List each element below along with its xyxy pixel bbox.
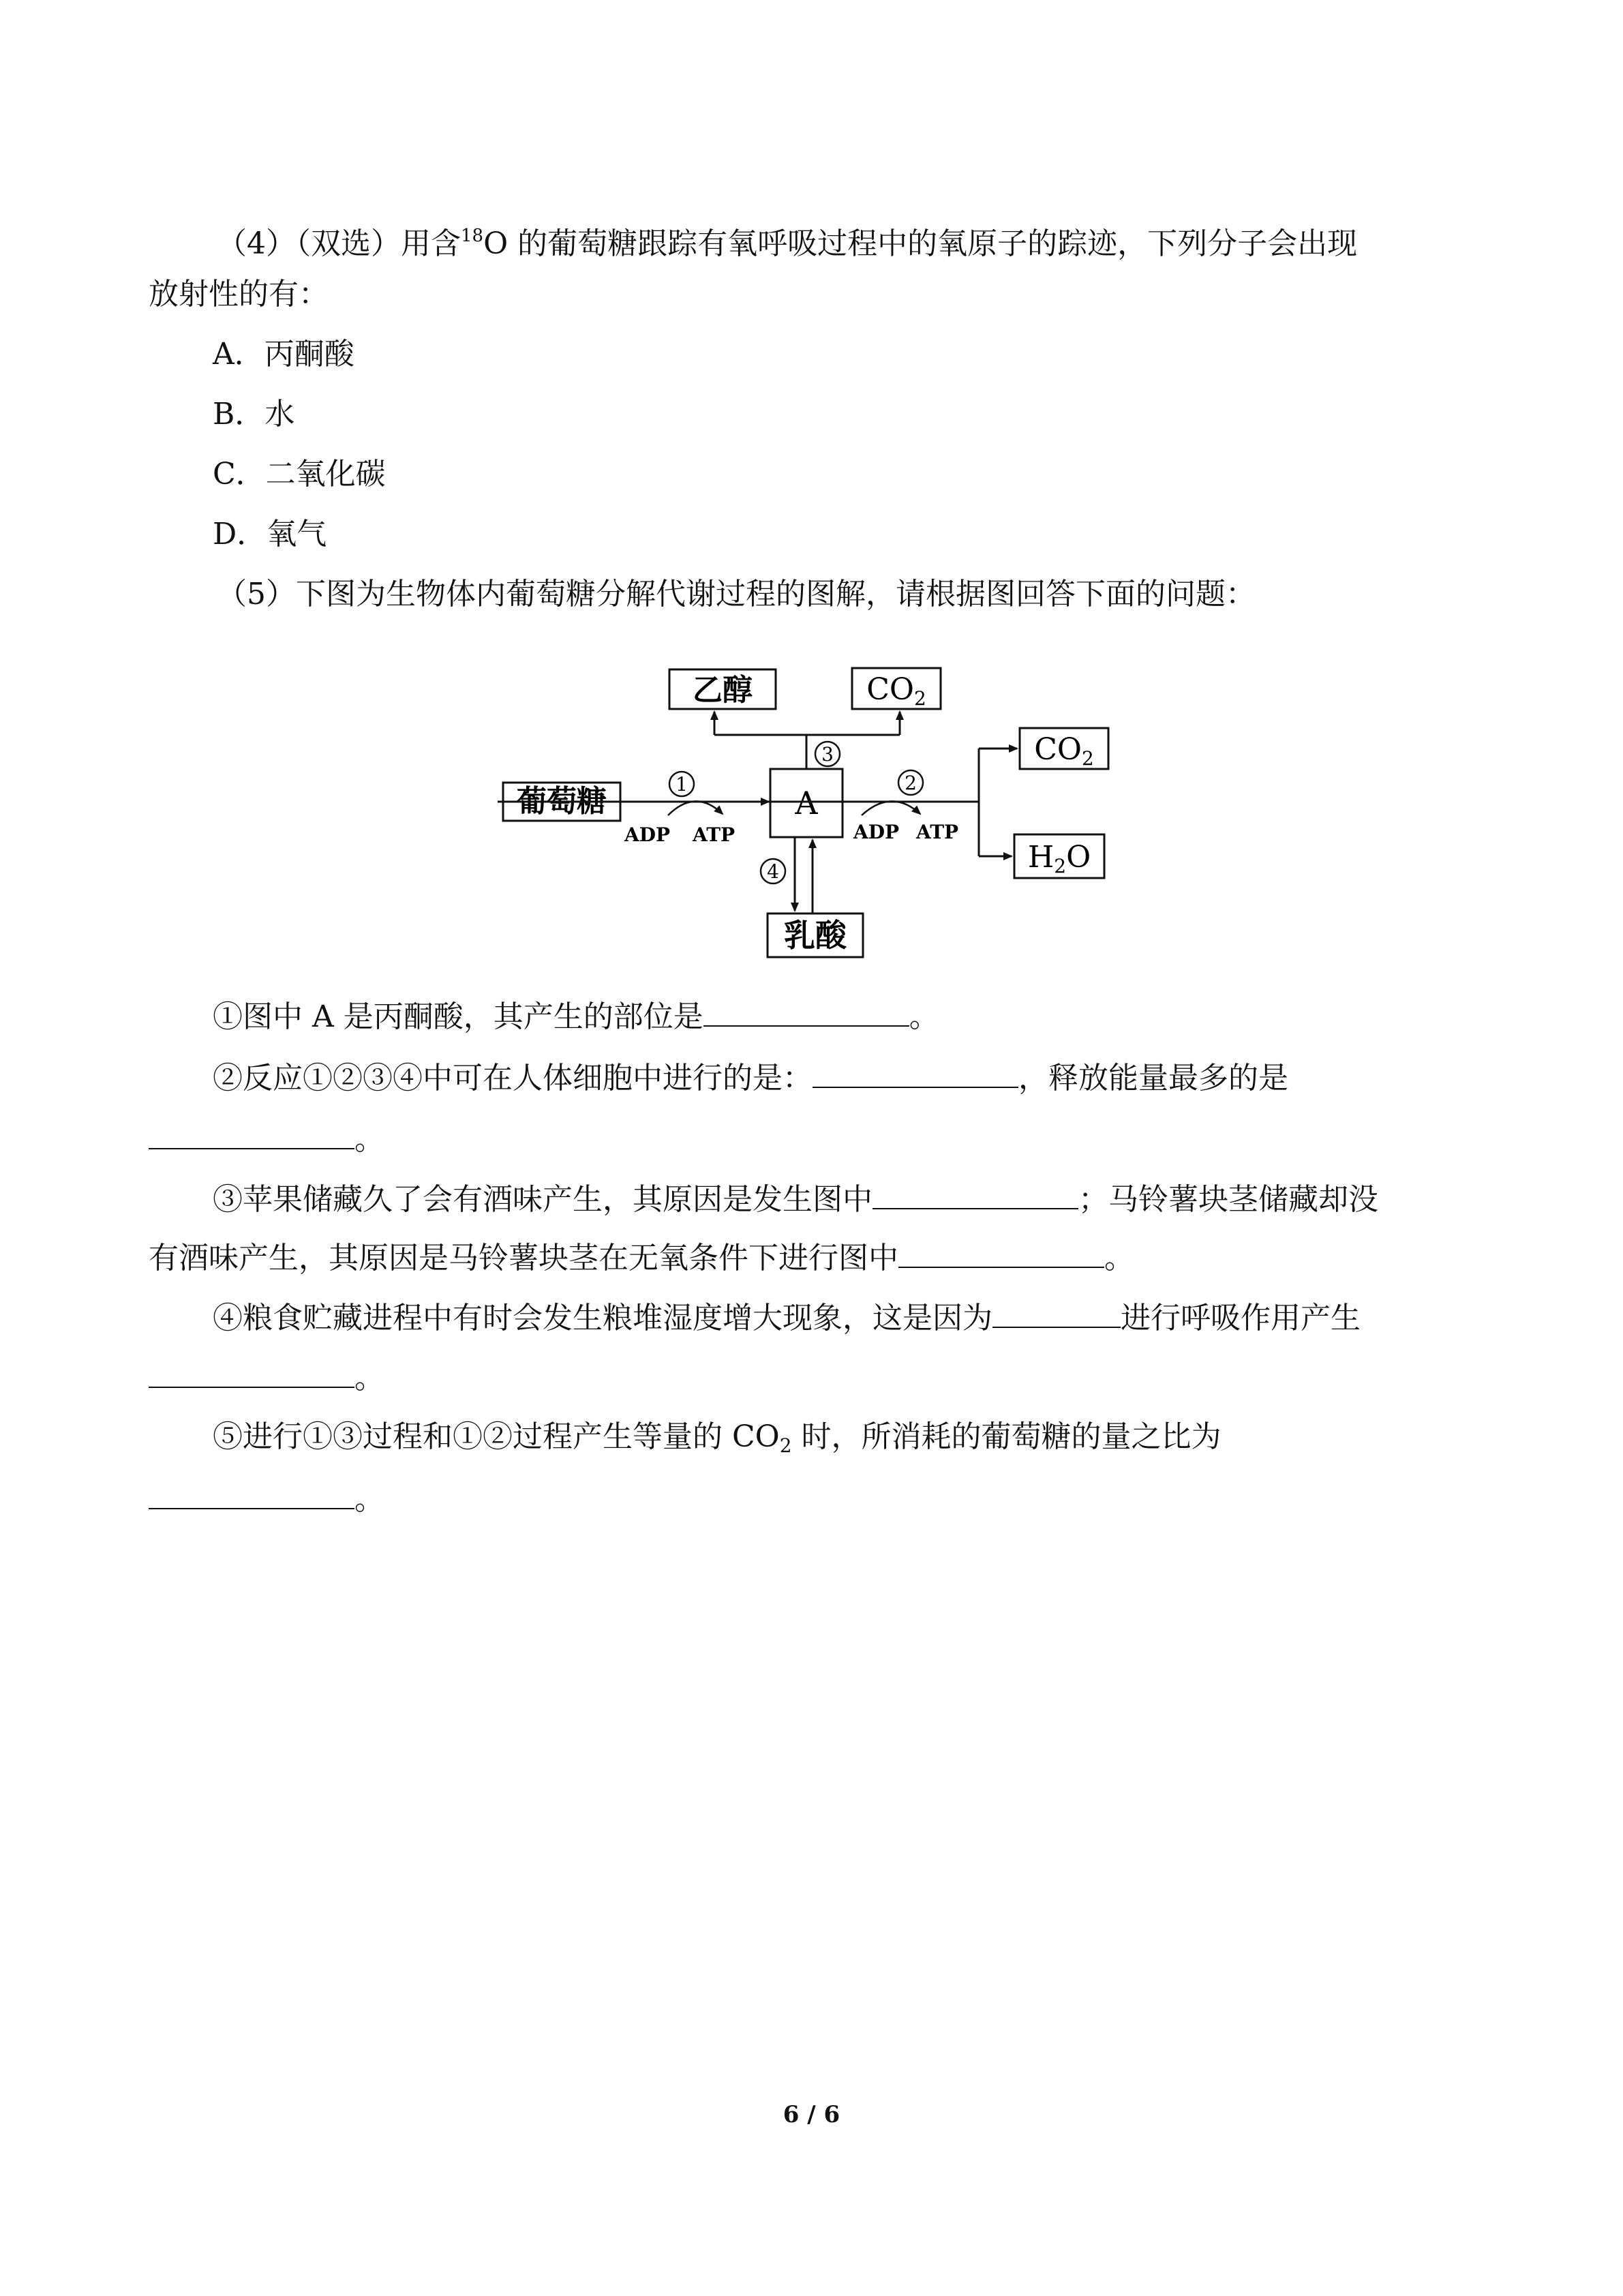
adp-label-2: ADP bbox=[853, 821, 900, 843]
q5-sub4-end: 。 bbox=[354, 1361, 384, 1395]
q5-sub3-part2: ；马铃薯块茎储藏却没 bbox=[1078, 1182, 1378, 1217]
atp-label-1: ATP bbox=[693, 824, 735, 846]
answer-blank-4a[interactable] bbox=[992, 1297, 1121, 1328]
q5-sub2-end: 。 bbox=[354, 1122, 384, 1157]
q4-line1-prefix: （4）（双选）用含 bbox=[217, 226, 461, 261]
answer-blank-5[interactable] bbox=[149, 1478, 354, 1509]
q5-sub2-text: ②反应①②③④中可在人体细胞中进行的是： bbox=[213, 1061, 813, 1096]
option-d: D．氧气 bbox=[213, 517, 327, 552]
q5-sub5-text-a: ⑤进行①③过程和①②过程产生等量的 CO bbox=[213, 1419, 780, 1454]
q5-sub5-end: 。 bbox=[354, 1482, 384, 1517]
step-1-label: 1 bbox=[676, 773, 688, 796]
answer-blank-1[interactable] bbox=[703, 995, 909, 1027]
q5-sub3-line2 bbox=[149, 1237, 1134, 1279]
q5-sub3-part3: 有酒味产生，其原因是马铃薯块茎在无氧条件下进行图中 bbox=[149, 1241, 898, 1275]
answer-blank-3b[interactable] bbox=[898, 1237, 1104, 1268]
q5-sub5-line2 bbox=[149, 1478, 384, 1520]
q5-sub3-part1: ③苹果储藏久了会有酒味产生，其原因是发生图中 bbox=[213, 1182, 873, 1217]
q5-intro: （5）下图为生物体内葡萄糖分解代谢过程的图解，请根据图回答下面的问题： bbox=[217, 577, 1256, 611]
co2-subscript: 2 bbox=[779, 1434, 792, 1457]
answer-blank-3a[interactable] bbox=[873, 1178, 1078, 1209]
q5-sub1-text: ①图中 A 是丙酮酸，其产生的部位是 bbox=[213, 999, 703, 1034]
h2o-sub: 2 bbox=[1054, 855, 1067, 877]
ethanol-label: 乙醇 bbox=[693, 673, 753, 708]
h2o-h: H bbox=[1027, 840, 1055, 875]
q5-sub1 bbox=[213, 995, 939, 1038]
option-c: C．二氧化碳 bbox=[213, 457, 386, 492]
q5-sub1-end: 。 bbox=[909, 999, 939, 1034]
atp-label-2: ATP bbox=[916, 821, 959, 843]
q4-line1-suffix: O 的葡萄糖跟踪有氧呼吸过程中的氧原子的踪迹，下列分子会出现 bbox=[483, 226, 1358, 261]
q5-sub5-line1 bbox=[213, 1417, 1222, 1466]
adp-atp-curve-2 bbox=[862, 801, 920, 815]
co2-top-sub: 2 bbox=[913, 687, 926, 710]
page-number: 6 / 6 bbox=[783, 2101, 840, 2128]
q5-sub3-line1 bbox=[213, 1178, 1378, 1220]
q5-sub3-end: 。 bbox=[1104, 1241, 1134, 1275]
adp-label-1: ADP bbox=[624, 824, 671, 846]
step-4-label: 4 bbox=[767, 860, 779, 883]
q5-sub2-line1 bbox=[213, 1057, 1288, 1099]
step-3-label: 3 bbox=[821, 743, 834, 766]
co2-right-c: CO bbox=[1034, 732, 1082, 767]
q5-sub4-line2 bbox=[149, 1357, 384, 1399]
q4-line1 bbox=[217, 215, 1357, 265]
option-a: A．丙酮酸 bbox=[213, 337, 354, 372]
answer-blank-4b[interactable] bbox=[149, 1357, 354, 1388]
step-2-label: 2 bbox=[905, 772, 917, 794]
q5-sub5-text-b: 时，所消耗的葡萄糖的量之比为 bbox=[791, 1419, 1222, 1454]
isotope-mass: 18 bbox=[461, 226, 484, 246]
co2-top-c: CO bbox=[866, 672, 914, 707]
answer-blank-2b[interactable] bbox=[149, 1118, 354, 1149]
node-a-label: A bbox=[795, 785, 818, 821]
q5-sub4-mid: 进行呼吸作用产生 bbox=[1121, 1301, 1361, 1335]
q5-sub4-line1 bbox=[213, 1297, 1361, 1339]
glucose-metabolism-diagram bbox=[498, 654, 1111, 968]
q4-line2: 放射性的有： bbox=[149, 277, 329, 312]
h2o-o: O bbox=[1066, 840, 1091, 875]
q5-sub4-text: ④粮食贮藏进程中有时会发生粮堆湿度增大现象，这是因为 bbox=[213, 1301, 992, 1335]
co2-right-sub: 2 bbox=[1081, 747, 1094, 770]
lactic-label: 乳酸 bbox=[784, 917, 847, 954]
adp-atp-curve-1 bbox=[668, 801, 723, 815]
glucose-label: 葡萄糖 bbox=[517, 784, 607, 819]
q5-sub2-mid: ，释放能量最多的是 bbox=[1018, 1061, 1288, 1096]
option-b: B．水 bbox=[213, 397, 295, 432]
answer-blank-2a[interactable] bbox=[813, 1057, 1018, 1088]
q5-sub2-line2 bbox=[149, 1118, 384, 1160]
